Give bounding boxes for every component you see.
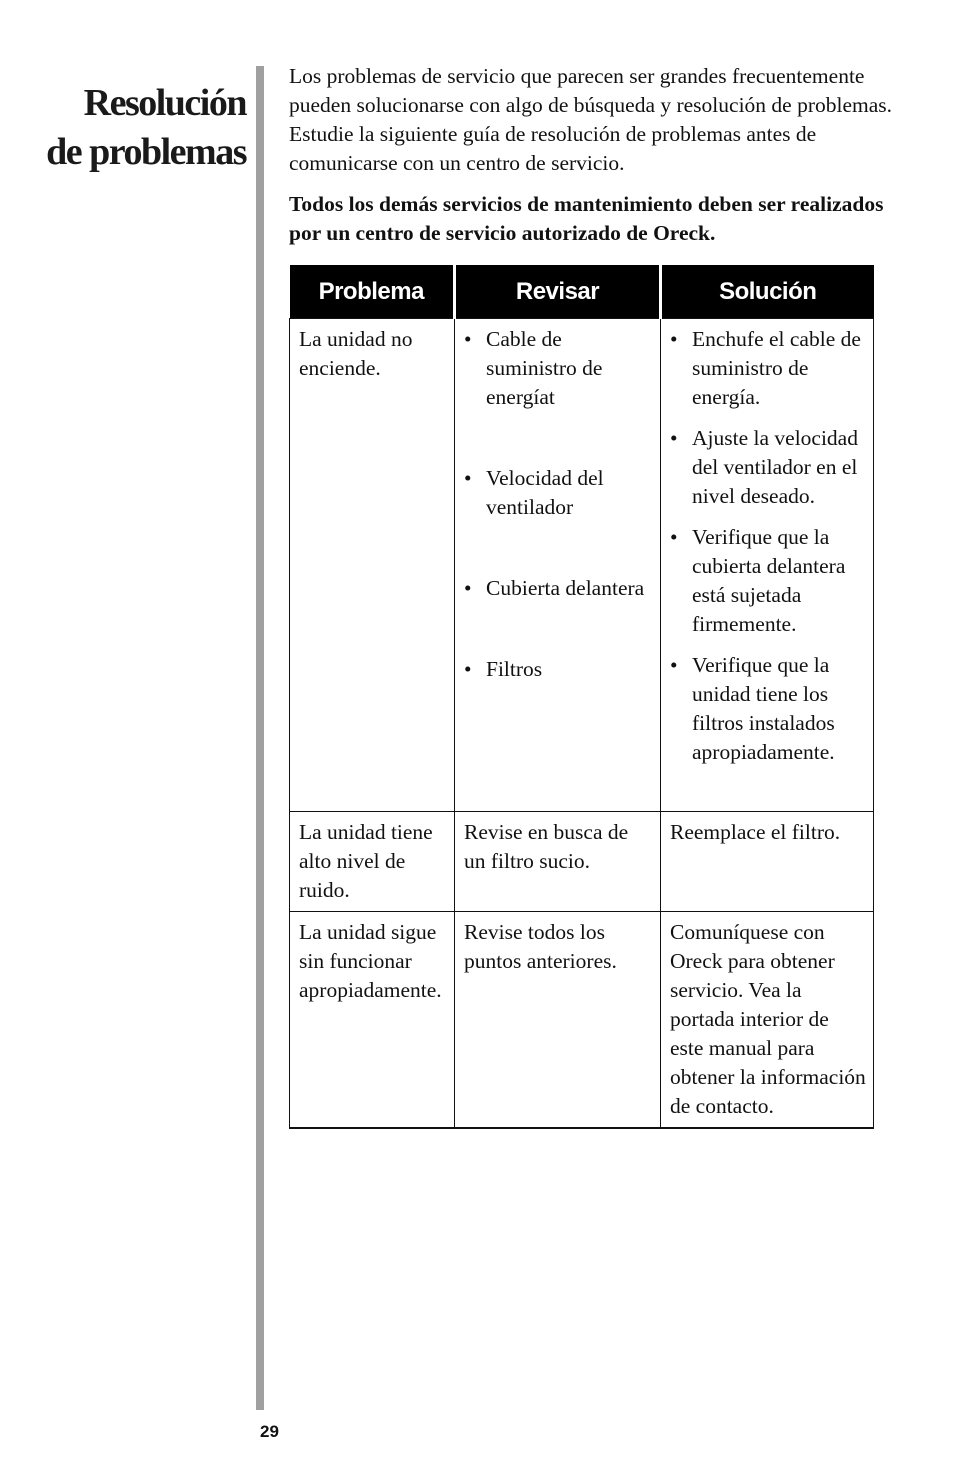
problem-cell: La unidad sigue sin funcionar apropiadamente. (290, 912, 455, 1129)
vertical-divider-bar (256, 66, 264, 1410)
table-row (290, 812, 874, 912)
service-warning: Todos los demás servicios de mantenimiento deben ser realizados por un centro de servicio autorizado de Oreck. (289, 192, 884, 245)
check-cell: Revise todos los puntos anteriores. (455, 912, 661, 1129)
table-header-row (290, 265, 874, 319)
table-row (290, 912, 874, 1129)
page-title-line-1: Resolución (83, 82, 246, 125)
solution-cell (661, 319, 874, 812)
solution-list (670, 325, 867, 767)
intro-paragraph: Los problemas de servicio que parecen ser grandes frecuentemente pueden solucionarse con algo de búsqueda y resolución de problemas. Estudie la siguiente guía de resolución de problemas antes de comunicarse con un centro de servicio. (289, 64, 893, 175)
problem-cell: La unidad no enciende. (290, 319, 455, 812)
solution-cell: Comuníquese con Oreck para obtener servicio. Vea la portada interior de este manual para obtener la información de contacto. (661, 912, 874, 1129)
check-item: • Cable de suministro de energíat (464, 325, 654, 412)
check-cell: Revise en busca de un filtro sucio. (455, 812, 661, 912)
solution-item: • Enchufe el cable de suministro de energía. (670, 325, 867, 412)
solution-item: • Verifique que la cubierta delantera está sujetada firmemente. (670, 523, 867, 639)
check-item: • Filtros (464, 655, 654, 684)
page-title-line-2: de problemas (46, 131, 246, 174)
problem-cell: La unidad tiene alto nivel de ruido. (290, 812, 455, 912)
check-item: • Cubierta delantera (464, 574, 654, 603)
solution-item: • Verifique que la unidad tiene los filtros instalados apropiadamente. (670, 651, 867, 767)
check-item: • Velocidad del ventilador (464, 464, 654, 522)
header-problema: Problema (290, 265, 455, 319)
troubleshooting-table (289, 265, 874, 1129)
solution-cell: Reemplace el filtro. (661, 812, 874, 912)
table-row (290, 319, 874, 812)
page-title (46, 79, 246, 177)
page-number: 29 (260, 1422, 279, 1441)
solution-item: • Ajuste la velocidad del ventilador en el nivel deseado. (670, 424, 867, 511)
check-list (464, 325, 654, 684)
check-cell (455, 319, 661, 812)
header-solucion: Solución (661, 265, 874, 319)
header-revisar: Revisar (455, 265, 661, 319)
